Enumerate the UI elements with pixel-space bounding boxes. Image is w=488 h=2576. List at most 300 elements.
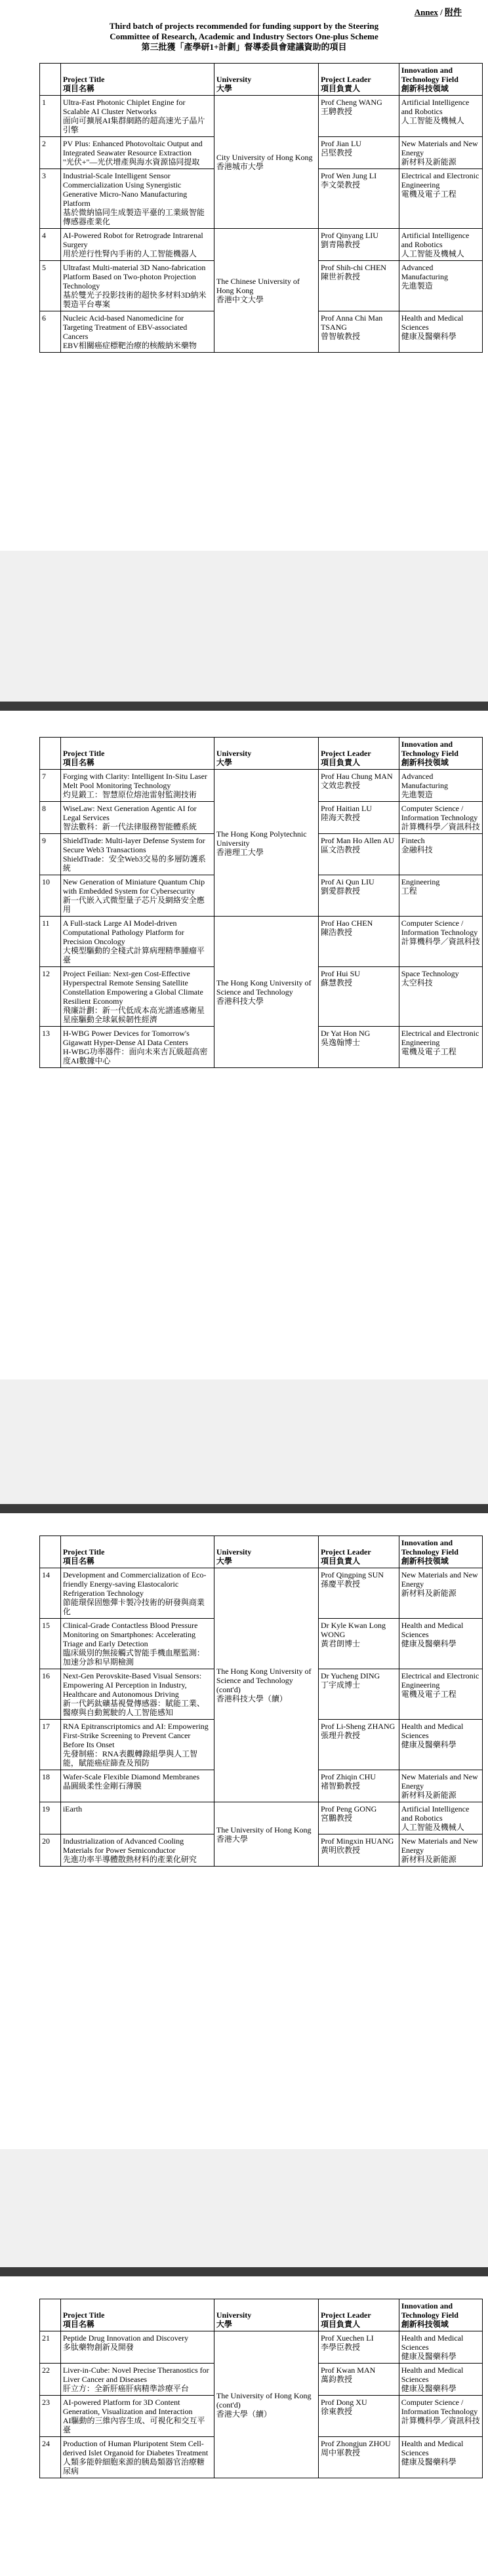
- it-field-zh: 健康及醫藥科學: [401, 332, 457, 341]
- project-number: 7: [40, 770, 61, 802]
- header-project-title-en: Project Title: [62, 749, 105, 758]
- project-title-en: Ultra-Fast Photonic Chiplet Engine for Scalable AI Cluster Networks: [62, 98, 186, 116]
- project-title: [60, 169, 214, 229]
- project-leader-zh: 萬鈞教授: [320, 2375, 352, 2384]
- projects-table-page-2: [39, 737, 483, 1068]
- project-title-en: New Generation of Miniature Quantum Chip with Embedded System for Cybersecurity: [62, 877, 205, 896]
- it-field-en: New Materials and New Energy: [401, 1836, 478, 1855]
- header-project-title: [60, 1536, 214, 1568]
- university-en: The Hong Kong Polytechnic University: [216, 829, 307, 848]
- header-it-field: [399, 1536, 482, 1568]
- project-title-en: Clinical-Grade Contactless Blood Pressure Monitoring on Smartphones: Accelerating Triage and Early Detection: [62, 1621, 198, 1648]
- university-en: The Hong Kong University of Science and Technology: [216, 978, 312, 997]
- it-field-zh: 計算機科學／資訊科技: [401, 937, 480, 946]
- project-leader: [318, 1568, 399, 1619]
- annex-zh: 附件: [444, 7, 462, 17]
- project-leader: [318, 311, 399, 353]
- project-leader: [318, 1770, 399, 1802]
- it-field: [399, 967, 482, 1027]
- title-line-2: Committee of Research, Academic and Industry Sectors One-plus Scheme: [110, 31, 378, 41]
- project-title-en: Ultrafast Multi-material 3D Nano-fabrication Platform Based on Two-photon Projection Technology: [62, 263, 206, 290]
- project-leader: [318, 229, 399, 261]
- university-zh: 香港中文大學: [216, 295, 264, 304]
- it-field-zh: 健康及醫藥科學: [401, 2457, 457, 2467]
- header-project-title-en: Project Title: [62, 1547, 105, 1556]
- project-number: 10: [40, 875, 61, 917]
- it-field-en: Health and Medical Sciences: [401, 2439, 464, 2457]
- header-project-title-en: Project Title: [62, 75, 105, 84]
- project-leader: [318, 1027, 399, 1068]
- project-leader-en: Prof Hau Chung MAN: [320, 772, 393, 781]
- table-header-row: [40, 64, 483, 96]
- it-field-en: Artificial Intelligence and Robotics: [401, 98, 470, 116]
- project-leader: [318, 1834, 399, 1867]
- project-leader-zh: 張理升教授: [320, 1731, 360, 1740]
- it-field-zh: 人工智能及機械人: [401, 116, 464, 125]
- project-title-zh: 灼見鍛工：智慧原位熔池雷射監測技術: [62, 790, 197, 799]
- project-number: 13: [40, 1027, 61, 1068]
- project-title-zh: H-WBG功率器件：面向未來吉瓦級超高密度AI數據中心: [62, 1047, 208, 1065]
- project-leader-zh: 吳逸翰博士: [320, 1038, 360, 1047]
- page-4: [0, 2276, 488, 2576]
- project-leader: [318, 2331, 399, 2364]
- project-leader-en: Prof Kwan MAN: [320, 2366, 376, 2375]
- project-leader-zh: 文效忠教授: [320, 781, 360, 790]
- table-row: [40, 229, 483, 261]
- it-field-en: Advanced Manufacturing: [401, 772, 448, 790]
- project-title: [60, 2437, 214, 2478]
- header-university-zh: 大學: [216, 84, 232, 93]
- project-number: 19: [40, 1802, 61, 1834]
- project-title: [60, 802, 214, 834]
- project-leader-zh: 李文榮教授: [320, 180, 360, 189]
- it-field-zh: 太空科技: [401, 978, 433, 987]
- project-number: 4: [40, 229, 61, 261]
- university-en: The University of Hong Kong: [216, 1825, 312, 1834]
- project-leader-zh: 王騁教授: [320, 107, 352, 116]
- header-project-title-zh: 項目名稱: [62, 1556, 94, 1566]
- it-field: [399, 1568, 482, 1619]
- project-title: [60, 967, 214, 1027]
- page-3: [0, 1513, 488, 2149]
- project-number: 12: [40, 967, 61, 1027]
- project-leader: [318, 2396, 399, 2437]
- table-header-row: [40, 1536, 483, 1568]
- header-no: [40, 738, 61, 770]
- it-field-zh: 新材料及新能源: [401, 1589, 457, 1598]
- university-zh: 香港大學（續）: [216, 2409, 272, 2419]
- project-title-zh: 新一代嵌入式微型量子芯片及網絡安全應用: [62, 896, 205, 914]
- university-zh: 香港大學: [216, 1834, 248, 1844]
- header-it-field-en: Innovation and Technology Field: [401, 66, 458, 84]
- it-field-zh: 金融科技: [401, 845, 433, 854]
- it-field: [399, 96, 482, 137]
- header-university: [214, 2299, 318, 2331]
- page-separator: [0, 702, 488, 711]
- project-leader-zh: 劉青陽教授: [320, 240, 360, 249]
- project-leader-en: Prof Hui SU: [320, 969, 360, 978]
- header-project-leader-en: Project Leader: [320, 749, 371, 758]
- project-leader-zh: 蘇慧教授: [320, 978, 352, 987]
- project-number: 8: [40, 802, 61, 834]
- university-en: The University of Hong Kong (cont'd): [216, 2390, 312, 2409]
- project-title: [60, 1770, 214, 1802]
- header-project-leader: [318, 738, 399, 770]
- header-university: [214, 64, 318, 96]
- university-en: City University of Hong Kong: [216, 153, 313, 162]
- project-leader-zh: 黃君朗博士: [320, 1639, 360, 1648]
- it-field: [399, 2364, 482, 2396]
- title-line-1: Third batch of projects recommended for funding support by the Steering: [109, 21, 379, 31]
- project-leader-en: Prof Dong XU: [320, 2398, 367, 2407]
- header-university-en: University: [216, 749, 252, 758]
- project-leader-zh: 陸海天教授: [320, 813, 360, 822]
- it-field-zh: 健康及醫藥科學: [401, 1639, 457, 1648]
- it-field: [399, 1669, 482, 1720]
- project-leader: [318, 1669, 399, 1720]
- project-title-zh: 節能環保固態彈卡製冷技術的研發與商業化: [62, 1598, 205, 1616]
- project-title-en: AI-Powered Robot for Retrograde Intrarenal Surgery: [62, 231, 203, 249]
- project-number: 17: [40, 1720, 61, 1770]
- project-title-zh: 多肽藥物創新及開發: [62, 2343, 134, 2352]
- it-field: [399, 229, 482, 261]
- project-title-en: Industrial-Scale Intelligent Sensor Commercialization Using Synergistic Generative Micro-Nano Manufacturing Platform: [62, 171, 188, 208]
- project-leader-en: Dr Yat Hon NG: [320, 1029, 371, 1038]
- project-leader-en: Prof Jian LU: [320, 139, 361, 148]
- it-field: [399, 1619, 482, 1669]
- it-field-en: Health and Medical Sciences: [401, 313, 464, 332]
- page-2: [0, 711, 488, 1379]
- it-field: [399, 2396, 482, 2437]
- university: [214, 917, 318, 1068]
- it-field-zh: 新材料及新能源: [401, 157, 457, 167]
- project-leader: [318, 917, 399, 967]
- university: [214, 229, 318, 353]
- project-leader: [318, 261, 399, 311]
- project-title: [60, 261, 214, 311]
- header-it-field: [399, 738, 482, 770]
- project-title-zh: 智法數科：新一代法律服務智能體系統: [62, 822, 197, 831]
- project-title-en: Wafer-Scale Flexible Diamond Membranes: [62, 1772, 200, 1781]
- project-number: 22: [40, 2364, 61, 2396]
- it-field-en: Computer Science / Information Technology: [401, 804, 478, 822]
- header-project-title-zh: 項目名稱: [62, 84, 94, 93]
- header-project-leader-zh: 項目負責人: [320, 1556, 360, 1566]
- header-it-field-zh: 創新科技領域: [401, 758, 449, 767]
- project-leader-zh: 徐東教授: [320, 2407, 352, 2416]
- project-leader: [318, 2364, 399, 2396]
- it-field: [399, 169, 482, 229]
- project-number: 14: [40, 1568, 61, 1619]
- it-field-en: Electrical and Electronic Engineering: [401, 1029, 479, 1047]
- project-leader-en: Prof Li-Sheng ZHANG: [320, 1722, 396, 1731]
- project-number: 11: [40, 917, 61, 967]
- project-leader: [318, 875, 399, 917]
- project-leader: [318, 834, 399, 875]
- header-project-leader-zh: 項目負責人: [320, 2320, 360, 2329]
- project-leader-en: Prof Zhongjun ZHOU: [320, 2439, 391, 2448]
- project-number: 3: [40, 169, 61, 229]
- project-leader: [318, 1802, 399, 1834]
- header-project-title: [60, 2299, 214, 2331]
- document-title: [39, 21, 449, 52]
- project-leader-zh: 孫慶平教授: [320, 1579, 360, 1589]
- project-number: 5: [40, 261, 61, 311]
- university-zh: 香港城市大學: [216, 162, 264, 171]
- header-project-leader: [318, 1536, 399, 1568]
- project-leader-en: Dr Kyle Kwan Long WONG: [320, 1621, 386, 1639]
- it-field-zh: 健康及醫藥科學: [401, 2352, 457, 2361]
- table-header-row: [40, 738, 483, 770]
- it-field: [399, 834, 482, 875]
- project-title-zh: 基於雙光子投影技術的超快多材料3D納米製造平台專案: [62, 290, 207, 309]
- header-no: [40, 64, 61, 96]
- it-field-en: Advanced Manufacturing: [401, 263, 448, 281]
- annex-en: Annex: [414, 7, 438, 17]
- header-it-field-en: Innovation and Technology Field: [401, 1538, 458, 1556]
- it-field-en: Health and Medical Sciences: [401, 2333, 464, 2352]
- it-field-zh: 電機及電子工程: [401, 1690, 457, 1699]
- project-title: [60, 2364, 214, 2396]
- project-leader-zh: 李學臣教授: [320, 2343, 360, 2352]
- project-leader-en: Dr Yucheng DING: [320, 1671, 380, 1680]
- header-project-leader: [318, 2299, 399, 2331]
- header-university-zh: 大學: [216, 1556, 232, 1566]
- university-zh: 香港科技大學: [216, 997, 264, 1006]
- project-number: 6: [40, 311, 61, 353]
- project-leader-en: Prof Man Ho Allen AU: [320, 836, 394, 845]
- project-title: [60, 875, 214, 917]
- project-title-en: iEarth: [62, 1804, 83, 1813]
- header-project-title-zh: 項目名稱: [62, 758, 94, 767]
- header-no: [40, 2299, 61, 2331]
- it-field-en: Fintech: [401, 836, 425, 845]
- project-title: [60, 1027, 214, 1068]
- project-title: [60, 96, 214, 137]
- project-title-en: ShieldTrade: Multi-layer Defense System for Secure Web3 Transactions: [62, 836, 205, 854]
- header-project-title-en: Project Title: [62, 2310, 105, 2320]
- it-field-zh: 新材料及新能源: [401, 1855, 457, 1864]
- project-leader-en: Prof Zhiqin CHU: [320, 1772, 376, 1781]
- project-number: 24: [40, 2437, 61, 2478]
- header-it-field-en: Innovation and Technology Field: [401, 740, 458, 758]
- it-field-en: Computer Science / Information Technology: [401, 919, 478, 937]
- project-title-en: A Full-stack Large AI Model-driven Computational Pathology Platform for Precision Oncology: [62, 919, 184, 946]
- project-leader-en: Prof Anna Chi Man TSANG: [320, 313, 383, 332]
- project-number: 15: [40, 1619, 61, 1669]
- page-gap: [0, 2149, 488, 2274]
- it-field-en: New Materials and New Energy: [401, 1570, 478, 1589]
- project-leader-en: Prof Qinyang LIU: [320, 231, 378, 240]
- it-field-en: Artificial Intelligence and Robotics: [401, 231, 470, 249]
- project-number: 16: [40, 1669, 61, 1720]
- it-field-en: Health and Medical Sciences: [401, 1621, 464, 1639]
- header-university: [214, 1536, 318, 1568]
- project-leader-en: Prof Xuechen LI: [320, 2333, 374, 2343]
- project-leader-en: Prof Haitian LU: [320, 804, 372, 813]
- project-title: [60, 1619, 214, 1669]
- project-leader: [318, 770, 399, 802]
- it-field-en: Computer Science / Information Technology: [401, 2398, 478, 2416]
- project-title-en: Industrialization of Advanced Cooling Materials for Power Semiconductor: [62, 1836, 184, 1855]
- it-field: [399, 802, 482, 834]
- project-leader: [318, 2437, 399, 2478]
- project-number: 9: [40, 834, 61, 875]
- table-row: [40, 770, 483, 802]
- project-number: 2: [40, 137, 61, 169]
- header-it-field-zh: 創新科技領域: [401, 2320, 449, 2329]
- project-title-en: Next-Gen Perovskite-Based Visual Sensors: Empowering AI Perception in Industry, Healthcare and Autonomous Driving: [62, 1671, 202, 1699]
- project-title-en: Nucleic Acid-based Nanomedicine for Targeting Treatment of EBV-associated Cancers: [62, 313, 188, 341]
- annex-label: Annex / 附件: [414, 7, 462, 17]
- project-title-zh: EBV相關癌症標靶治療的核酸納米藥物: [62, 341, 197, 350]
- it-field: [399, 311, 482, 353]
- header-project-leader-en: Project Leader: [320, 2310, 371, 2320]
- project-number: 1: [40, 96, 61, 137]
- it-field: [399, 2331, 482, 2364]
- project-title-en: H-WBG Power Devices for Tomorrow's Gigawatt Hyper-Dense AI Data Centers: [62, 1029, 190, 1047]
- header-university-en: University: [216, 2310, 252, 2320]
- project-number: 20: [40, 1834, 61, 1867]
- project-leader-zh: 丁宇成博士: [320, 1680, 360, 1690]
- it-field-zh: 新材料及新能源: [401, 1791, 457, 1800]
- university: [214, 1802, 318, 1867]
- project-leader-en: Prof Hao CHEN: [320, 919, 373, 928]
- project-leader: [318, 169, 399, 229]
- header-it-field-en: Innovation and Technology Field: [401, 2301, 458, 2320]
- project-leader-zh: 呂堅教授: [320, 148, 352, 157]
- project-title: [60, 1669, 214, 1720]
- university-zh: 香港理工大學: [216, 847, 264, 857]
- it-field: [399, 1027, 482, 1068]
- header-project-title: [60, 64, 214, 96]
- project-title: [60, 1834, 214, 1867]
- table-row: [40, 96, 483, 137]
- project-title-zh: 晶圓級柔性金剛石薄膜: [62, 1781, 142, 1791]
- it-field-zh: 電機及電子工程: [401, 1047, 457, 1056]
- table-header-row: [40, 2299, 483, 2331]
- project-title: [60, 1802, 214, 1834]
- header-it-field: [399, 2299, 482, 2331]
- project-title-zh: 用於逆行性腎內手術的人工智能機器人: [62, 249, 197, 258]
- project-leader-zh: 周中軍教授: [320, 2448, 360, 2457]
- university: [214, 1568, 318, 1802]
- project-leader-zh: 黃明欣教授: [320, 1846, 360, 1855]
- page-gap: [0, 551, 488, 708]
- project-leader: [318, 802, 399, 834]
- project-title-zh: AI驅動的三維內容生成、可視化和交互平臺: [62, 2416, 205, 2434]
- projects-table-page-4: [39, 2299, 483, 2478]
- university: [214, 2331, 318, 2478]
- project-title-zh: 大模型驅動的全棧式計算病理精準腫瘤平臺: [62, 946, 205, 964]
- project-title-en: Project Feilian: Next-gen Cost-Effective Hyperspectral Remote Sensing Satellite Constellation Empowering a Global Climate Resilient Economy: [62, 969, 203, 1006]
- project-leader-en: Prof Peng GONG: [320, 1804, 377, 1813]
- header-project-leader-zh: 項目負責人: [320, 758, 360, 767]
- project-title: [60, 1720, 214, 1770]
- project-title: [60, 229, 214, 261]
- project-title-zh: ShieldTrade：安全Web3交易的多層防護系統: [62, 854, 206, 873]
- university-en: The Chinese University of Hong Kong: [216, 277, 300, 295]
- it-field: [399, 1834, 482, 1867]
- it-field: [399, 1802, 482, 1834]
- it-field-zh: 電機及電子工程: [401, 189, 457, 199]
- header-it-field-zh: 創新科技領域: [401, 1556, 449, 1566]
- it-field-zh: 先進製造: [401, 790, 433, 799]
- project-title-zh: 面向可擴展AI集群網路的超高速光子晶片引擎: [62, 116, 205, 134]
- it-field-zh: 計算機科學／資訊科技: [401, 822, 480, 831]
- it-field-zh: 計算機科學／資訊科技: [401, 2416, 480, 2425]
- it-field: [399, 1770, 482, 1802]
- project-leader-zh: 宮鵬教授: [320, 1813, 352, 1823]
- project-title-zh: 新一代鈣鈦礦基視覺傳感器：賦能工業、醫療與自動駕駛的人工智能感知: [62, 1699, 205, 1717]
- header-project-leader-zh: 項目負責人: [320, 84, 360, 93]
- project-leader-zh: 褚智勤教授: [320, 1781, 360, 1791]
- header-project-leader-en: Project Leader: [320, 75, 371, 84]
- project-leader-zh: 陳世祈教授: [320, 272, 360, 281]
- project-title-zh: 人類多能幹細胞來源的胰島類器官治療糖尿病: [62, 2457, 205, 2476]
- project-title: [60, 1568, 214, 1619]
- project-title: [60, 770, 214, 802]
- project-title-zh: 先進功率半導體散熱材料的產業化研究: [62, 1855, 197, 1864]
- page-separator: [0, 2267, 488, 2276]
- it-field: [399, 875, 482, 917]
- project-title: [60, 834, 214, 875]
- it-field-zh: 先進製造: [401, 281, 433, 290]
- project-number: 21: [40, 2331, 61, 2364]
- table-row: [40, 1568, 483, 1619]
- project-title-en: RNA Epitranscriptomics and AI: Empowering First-Strike Screening to Prevent Cancer Before Its Onset: [62, 1722, 209, 1749]
- project-title-zh: 基於微納協同生成製造平臺的工業級智能傳感器產業化: [62, 208, 205, 226]
- it-field-zh: 工程: [401, 886, 417, 896]
- project-title-en: WiseLaw: Next Generation Agentic AI for Legal Services: [62, 804, 197, 822]
- project-title-en: Liver-in-Cube: Novel Precise Theranostics for Liver Cancer and Diseases: [62, 2366, 209, 2384]
- project-title-en: Peptide Drug Innovation and Discovery: [62, 2333, 189, 2343]
- project-title: [60, 917, 214, 967]
- it-field-en: New Materials and New Energy: [401, 139, 478, 157]
- it-field-en: New Materials and New Energy: [401, 1772, 478, 1791]
- project-title-en: Forging with Clarity: Intelligent In-Situ Laser Melt Pool Monitoring Technology: [62, 772, 207, 790]
- header-it-field: [399, 64, 482, 96]
- project-title-zh: "光伏+"—光伏增產與海水資源協同提取: [62, 157, 200, 167]
- it-field: [399, 137, 482, 169]
- project-leader-en: Prof Qingping SUN: [320, 1570, 384, 1579]
- header-project-title: [60, 738, 214, 770]
- project-leader-zh: 陳浩教授: [320, 928, 352, 937]
- header-university-zh: 大學: [216, 758, 232, 767]
- header-project-leader-en: Project Leader: [320, 1547, 371, 1556]
- project-title: [60, 2331, 214, 2364]
- project-leader-zh: 劉愛群教授: [320, 886, 360, 896]
- it-field-en: Space Technology: [401, 969, 459, 978]
- project-leader: [318, 96, 399, 137]
- it-field-zh: 人工智能及機械人: [401, 1823, 464, 1832]
- university: [214, 770, 318, 917]
- header-university-en: University: [216, 1547, 252, 1556]
- it-field: [399, 1720, 482, 1770]
- project-title-en: Production of Human Pluripotent Stem Cell-derived Islet Organoid for Diabetes Treatment: [62, 2439, 209, 2457]
- project-leader-zh: 曾智敏教授: [320, 332, 360, 341]
- page-gap: [0, 1379, 488, 1511]
- header-project-leader: [318, 64, 399, 96]
- project-leader-en: Prof Mingxin HUANG: [320, 1836, 394, 1846]
- it-field-en: Health and Medical Sciences: [401, 2366, 464, 2384]
- table-row: [40, 917, 483, 967]
- university: [214, 96, 318, 229]
- project-number: 18: [40, 1770, 61, 1802]
- project-leader: [318, 1619, 399, 1669]
- project-leader-en: Prof Ai Qun LIU: [320, 877, 375, 886]
- project-title-en: AI-powered Platform for 3D Content Generation, Visualization and Interaction: [62, 2398, 193, 2416]
